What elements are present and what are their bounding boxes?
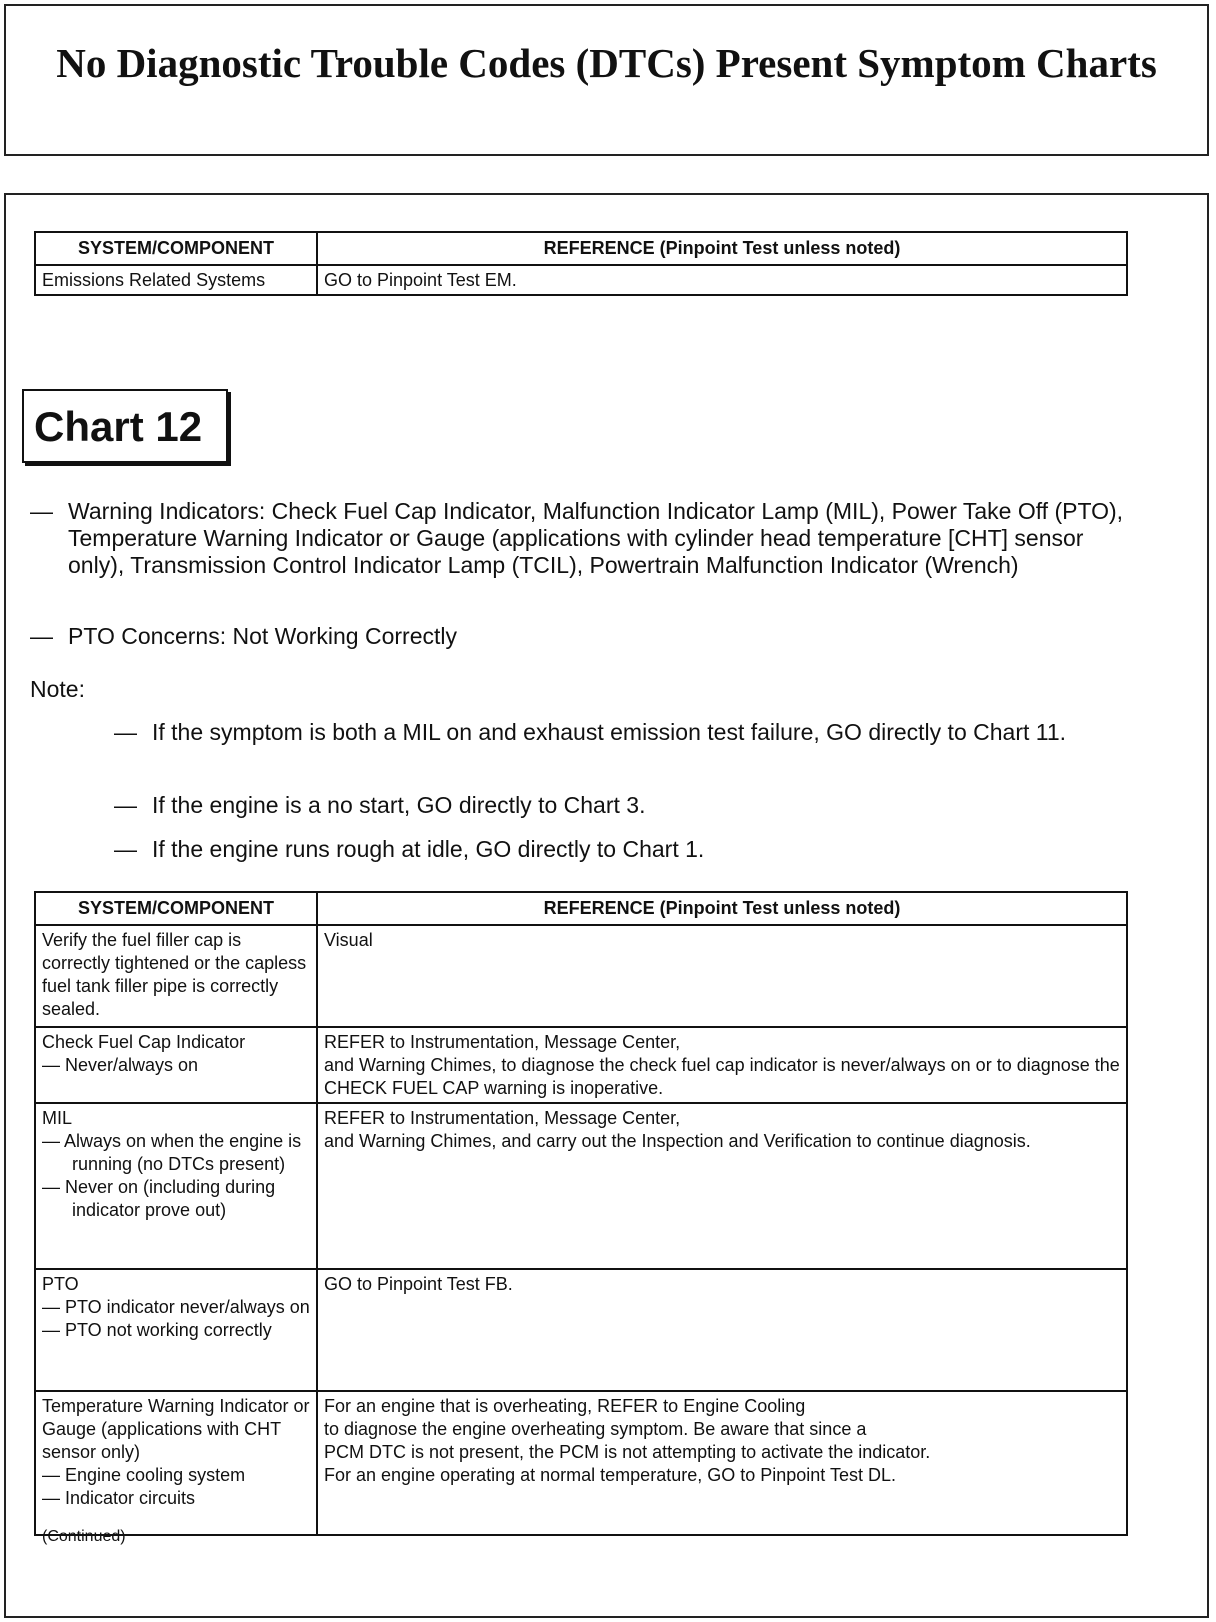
- note-text: If the engine runs rough at idle, GO directly to Chart 1.: [152, 836, 705, 862]
- table-row: [35, 1391, 1127, 1535]
- symptom-item: [30, 498, 1130, 579]
- note-label: Note:: [30, 676, 85, 702]
- symptom-chart-table: [34, 891, 1128, 1536]
- table-header-row: [35, 892, 1127, 925]
- table-header-row: [35, 232, 1127, 265]
- symptom-item: [30, 623, 1130, 650]
- dash-bullet: —: [30, 623, 53, 649]
- reference-line: For an engine that is overheating, REFER to Engine Cooling: [324, 1396, 806, 1416]
- dash-bullet: —: [114, 719, 137, 745]
- component-name: PTO: [42, 1274, 79, 1294]
- reference-cell: [317, 1103, 1127, 1269]
- reference-cell: GO to Pinpoint Test EM.: [317, 265, 1127, 295]
- reference-line: Visual: [324, 930, 373, 950]
- component-cell: Emissions Related Systems: [35, 265, 317, 295]
- component-subitem: — PTO not working correctly: [42, 1320, 272, 1340]
- table-row: [35, 265, 1127, 295]
- chart-number-text: Chart 12: [34, 403, 203, 450]
- component-subitem: — Always on when the engine is running (no DTCs present): [42, 1131, 302, 1174]
- dash-bullet: —: [114, 836, 137, 862]
- title-box: [4, 4, 1209, 156]
- component-subitem: — PTO indicator never/always on: [42, 1297, 310, 1317]
- chart-number-label: [22, 389, 228, 463]
- component-name: MIL: [42, 1108, 73, 1128]
- table-row: [35, 1269, 1127, 1391]
- dash-bullet: —: [114, 792, 137, 818]
- note-text: If the symptom is both a MIL on and exhaust emission test failure, GO directly to Chart 11.: [152, 719, 1067, 745]
- reference-cell: [317, 1391, 1127, 1535]
- component-cell: [35, 1269, 317, 1391]
- reference-cell: [317, 925, 1127, 1027]
- reference-line: REFER to Instrumentation, Message Center,: [324, 1032, 681, 1052]
- table-row: [35, 1103, 1127, 1269]
- component-subitem: — Never on (including during indicator prove out): [42, 1177, 276, 1220]
- table-row: [35, 925, 1127, 1027]
- component-name: Verify the fuel filler cap is correctly tightened or the capless fuel tank filler pipe is correctly sealed.: [42, 930, 307, 1019]
- reference-line: and Warning Chimes, to diagnose the check fuel cap indicator is never/always on or to diagnose the CHECK FUEL CAP warning is inoperative.: [324, 1055, 1120, 1098]
- dash-bullet: —: [30, 498, 53, 524]
- reference-cell: [317, 1027, 1127, 1103]
- reference-line: For an engine operating at normal temperature, GO to Pinpoint Test DL.: [324, 1465, 896, 1485]
- reference-line: to diagnose the engine overheating symptom. Be aware that since a: [324, 1419, 867, 1439]
- reference-line: PCM DTC is not present, the PCM is not attempting to activate the indicator.: [324, 1442, 931, 1462]
- note-item: [114, 719, 1134, 746]
- symptom-text: Warning Indicators: Check Fuel Cap Indicator, Malfunction Indicator Lamp (MIL), Power Take Off (PTO), Temperature Warning Indicator or Gauge (applications with cylinder head temperature [CHT] sensor only), Transmission Control Indicator Lamp (TCIL), Powertrain Malfunction Indicator (Wrench): [68, 498, 1124, 578]
- component-name: Check Fuel Cap Indicator: [42, 1032, 246, 1052]
- note-text: If the engine is a no start, GO directly to Chart 3.: [152, 792, 646, 818]
- component-subitem: — Never/always on: [42, 1055, 199, 1075]
- reference-line: and Warning Chimes, and carry out the Inspection and Verification to continue diagnosis.: [324, 1131, 1031, 1151]
- reference-cell: [317, 1269, 1127, 1391]
- component-cell: [35, 1391, 317, 1535]
- column-header-reference: REFERENCE (Pinpoint Test unless noted): [317, 892, 1127, 925]
- component-cell: [35, 1103, 317, 1269]
- component-subitem: — Engine cooling system: [42, 1465, 246, 1485]
- column-header-component: SYSTEM/COMPONENT: [35, 892, 317, 925]
- note-item: [114, 836, 1134, 863]
- component-cell: [35, 925, 317, 1027]
- reference-table-emissions: [34, 231, 1128, 296]
- column-header-reference: REFERENCE (Pinpoint Test unless noted): [317, 232, 1127, 265]
- table-row: [35, 1027, 1127, 1103]
- note-item: [114, 792, 1134, 819]
- column-header-component: SYSTEM/COMPONENT: [35, 232, 317, 265]
- component-subitem: — Indicator circuits: [42, 1488, 196, 1508]
- reference-line: GO to Pinpoint Test FB.: [324, 1274, 513, 1294]
- reference-line: REFER to Instrumentation, Message Center,: [324, 1108, 681, 1128]
- symptom-text: PTO Concerns: Not Working Correctly: [68, 623, 457, 649]
- page-title: No Diagnostic Trouble Codes (DTCs) Present Symptom Charts: [56, 40, 1157, 86]
- component-cell: [35, 1027, 317, 1103]
- continued-label: (Continued): [42, 1528, 126, 1545]
- component-name: Temperature Warning Indicator or Gauge (applications with CHT sensor only): [42, 1396, 310, 1462]
- content-box: [4, 193, 1209, 1618]
